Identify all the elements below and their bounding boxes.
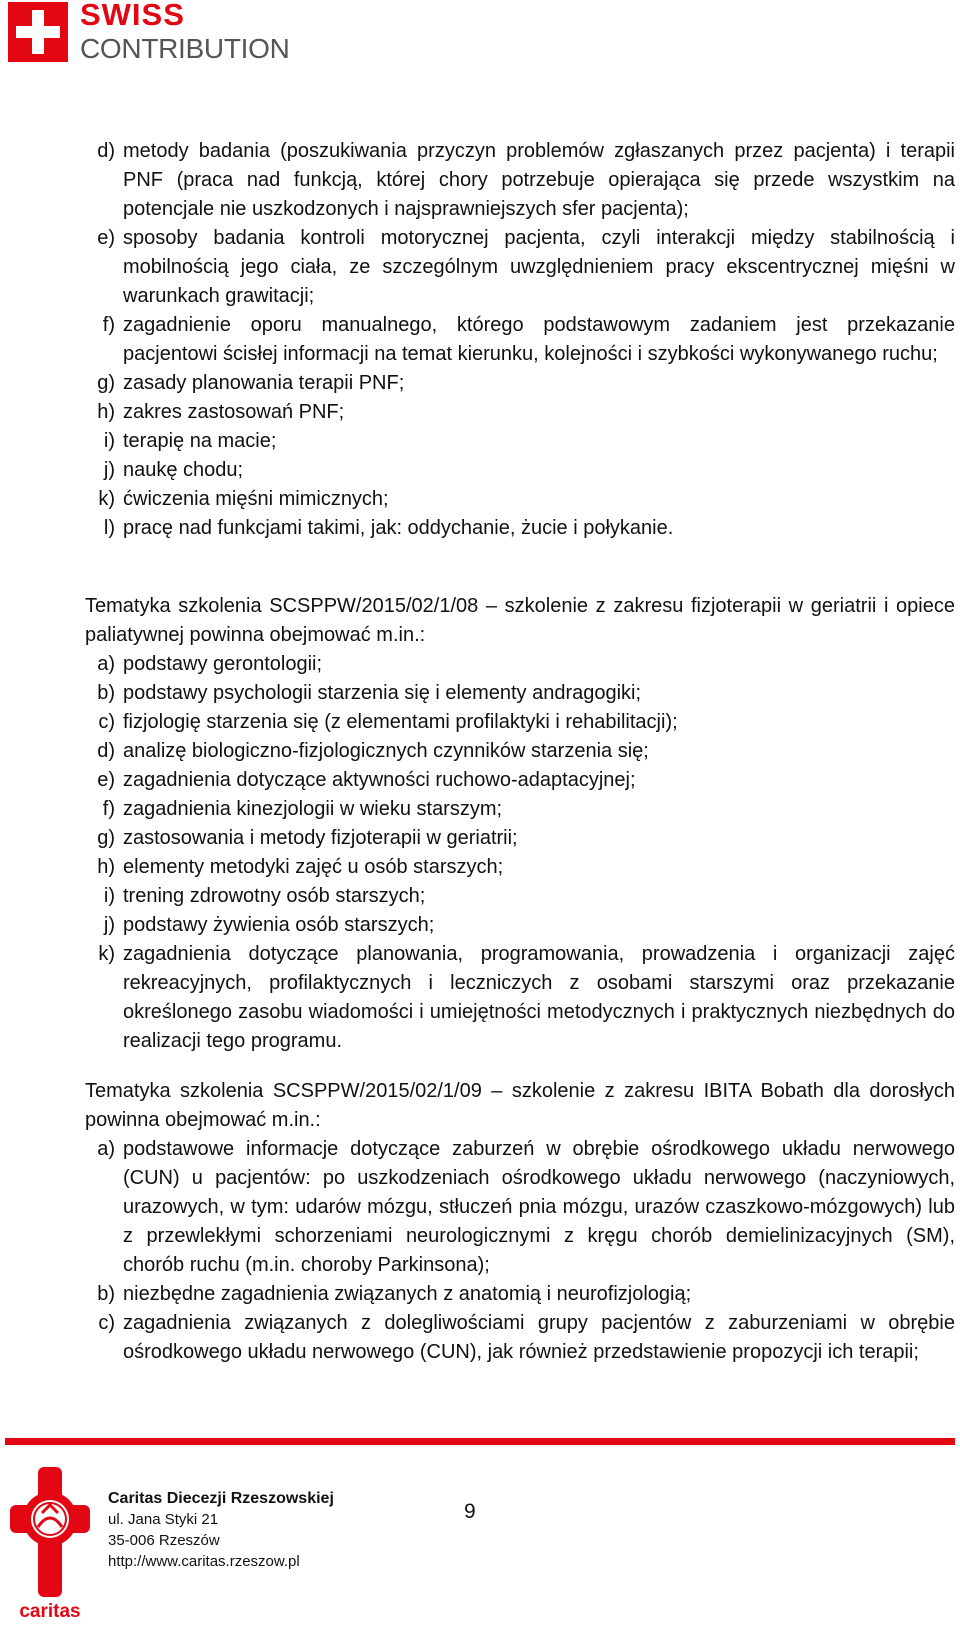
list-item	[85, 398, 955, 427]
page-number: 9	[464, 1500, 476, 1523]
list-item-label: e)	[97, 227, 115, 249]
list-item-label: l)	[103, 517, 115, 539]
logo-line-2: CONTRIBUTION	[80, 33, 290, 64]
list-item	[85, 766, 955, 795]
list-item-text: analizę biologiczno-fizjologicznych czynników starzenia się;	[123, 740, 649, 762]
list-item-label: g)	[97, 372, 115, 394]
list-item-label: k)	[98, 943, 115, 965]
list-item-label: k)	[98, 488, 115, 510]
list-item-label: j)	[103, 914, 115, 936]
list-item-text: zasady planowania terapii PNF;	[123, 372, 405, 394]
list-item-label: i)	[103, 885, 115, 907]
list-item	[85, 485, 955, 514]
footer-address	[108, 1488, 334, 1572]
swiss-cross-icon	[8, 2, 68, 62]
list-item	[85, 882, 955, 911]
list-item-text: zastosowania i metody fizjoterapii w geriatrii;	[123, 827, 518, 849]
bobath-section	[85, 1077, 955, 1367]
list-item	[85, 311, 955, 369]
swiss-contribution-logo	[8, 2, 308, 64]
topic-list	[85, 137, 955, 543]
caritas-logo	[10, 1465, 90, 1625]
list-item	[85, 795, 955, 824]
list-item-text: metody badania (poszukiwania przyczyn problemów zgłaszanych przez pacjenta) i terapii PNF (praca nad funkcją, której chory potrzebuje opierająca się przede wszystkim na potencjale nie uszkodzonych i najsprawniejszych sfer pacjenta);	[123, 140, 955, 220]
list-item-label: h)	[97, 856, 115, 878]
list-item	[85, 456, 955, 485]
list-item-text: zakres zastosowań PNF;	[123, 401, 345, 423]
list-item	[85, 369, 955, 398]
list-item-text: ćwiczenia mięśni mimicznych;	[123, 488, 389, 510]
list-item-text: elementy metodyki zajęć u osób starszych;	[123, 856, 504, 878]
list-item-label: c)	[98, 1312, 115, 1334]
list-item-text: naukę chodu;	[123, 459, 244, 481]
list-item	[85, 137, 955, 224]
list-item-text: zagadnienie oporu manualnego, którego podstawowym zadaniem jest przekazanie pacjentowi ścisłej informacji na temat kierunku, kolejności i szybkości wykonywanego ruchu;	[123, 314, 955, 365]
geriatrics-section	[85, 592, 955, 1056]
list-item-label: b)	[97, 682, 115, 704]
list-item-label: j)	[103, 459, 115, 481]
list-item-text: niezbędne zagadnienia związanych z anatomią i neurofizjologią;	[123, 1283, 692, 1305]
footer-divider	[5, 1438, 955, 1445]
list-item	[85, 824, 955, 853]
list-item	[85, 650, 955, 679]
org-name: Caritas Diecezji Rzeszowskiej	[108, 1490, 334, 1507]
city-address: 35-006 Rzeszów	[108, 1532, 220, 1549]
list-item-text: sposoby badania kontroli motorycznej pacjenta, czyli interakcji między stabilnością i mobilnością jego ciała, ze szczególnym uwzględnieniem pracy ekscentrycznej mięśni w warunkach grawitacji;	[123, 227, 955, 307]
list-item	[85, 427, 955, 456]
list-item	[85, 737, 955, 766]
caritas-cross-icon	[10, 1465, 90, 1599]
list-item-text: zagadnienia kinezjologii w wieku starszym;	[123, 798, 503, 820]
list-item	[85, 911, 955, 940]
section-intro: Tematyka szkolenia SCSPPW/2015/02/1/08 – szkolenie z zakresu fizjoterapii w geriatrii i opiece paliatywnej powinna obejmować m.in.:	[85, 595, 955, 646]
pnf-topics-continued	[85, 137, 955, 543]
list-item-text: zagadnienia dotyczące aktywności ruchowo-adaptacyjnej;	[123, 769, 636, 791]
list-item	[85, 708, 955, 737]
section-intro: Tematyka szkolenia SCSPPW/2015/02/1/09 – szkolenie z zakresu IBITA Bobath dla dorosłych powinna obejmować m.in.:	[85, 1080, 955, 1131]
list-item-text: zagadnienia dotyczące planowania, programowania, prowadzenia i organizacji zajęć rekreacyjnych, profilaktycznych i leczniczych z osobami starszymi oraz przekazanie określonego zasobu wiadomości i umiejętności metodycznych i praktycznych niezbędnych do realizacji tego programu.	[123, 943, 955, 1052]
list-item-text: zagadnienia związanych z dolegliwościami grupy pacjentów z zaburzeniami w obrębie ośrodkowego układu nerwowego (CUN), jak również przedstawienie propozycji ich terapii;	[123, 1312, 955, 1363]
list-item-text: pracę nad funkcjami takimi, jak: oddychanie, żucie i połykanie.	[123, 517, 674, 539]
list-item	[85, 224, 955, 311]
list-item-label: d)	[97, 140, 115, 162]
list-item-text: fizjologię starzenia się (z elementami profilaktyki i rehabilitacji);	[123, 711, 678, 733]
list-item-text: trening zdrowotny osób starszych;	[123, 885, 426, 907]
website-link[interactable]: http://www.caritas.rzeszow.pl	[108, 1553, 300, 1570]
list-item-label: h)	[97, 401, 115, 423]
caritas-wordmark: caritas	[19, 1601, 81, 1622]
list-item	[85, 1280, 955, 1309]
list-item-text: podstawy psychologii starzenia się i elementy andragogiki;	[123, 682, 642, 704]
list-item-label: i)	[103, 430, 115, 452]
logo-line-1: SWISS	[80, 0, 185, 32]
list-item-label: g)	[97, 827, 115, 849]
list-item-label: b)	[97, 1283, 115, 1305]
list-item	[85, 1309, 955, 1367]
list-item-label: f)	[102, 798, 115, 820]
list-item-label: c)	[98, 711, 115, 733]
list-item-label: a)	[97, 653, 115, 675]
list-item-text: podstawowe informacje dotyczące zaburzeń w obrębie ośrodkowego układu nerwowego (CUN) u pacjentów: po uszkodzeniach ośrodkowego układu nerwowego (naczyniowych, urazowych, w tym: udarów mózgu, stłuczeń pnia mózgu, urazów czaszkowo-mózgowych) lub z przewlekłymi schorzeniami neurologicznymi z kręgu chorób demielinizacyjnych (SM), chorób ruchu (m.in. choroby Parkinsona);	[123, 1138, 955, 1276]
list-item-label: f)	[102, 314, 115, 336]
topic-list	[85, 650, 955, 1056]
list-item-text: podstawy gerontologii;	[123, 653, 323, 675]
list-item-text: podstawy żywienia osób starszych;	[123, 914, 435, 936]
topic-list	[85, 1135, 955, 1367]
list-item	[85, 679, 955, 708]
list-item-label: d)	[97, 740, 115, 762]
list-item-label: e)	[97, 769, 115, 791]
street-address: ul. Jana Styki 21	[108, 1511, 219, 1528]
list-item	[85, 1135, 955, 1280]
list-item-label: a)	[97, 1138, 115, 1160]
list-item	[85, 853, 955, 882]
list-item	[85, 940, 955, 1056]
list-item-text: terapię na macie;	[123, 430, 277, 452]
list-item	[85, 514, 955, 543]
